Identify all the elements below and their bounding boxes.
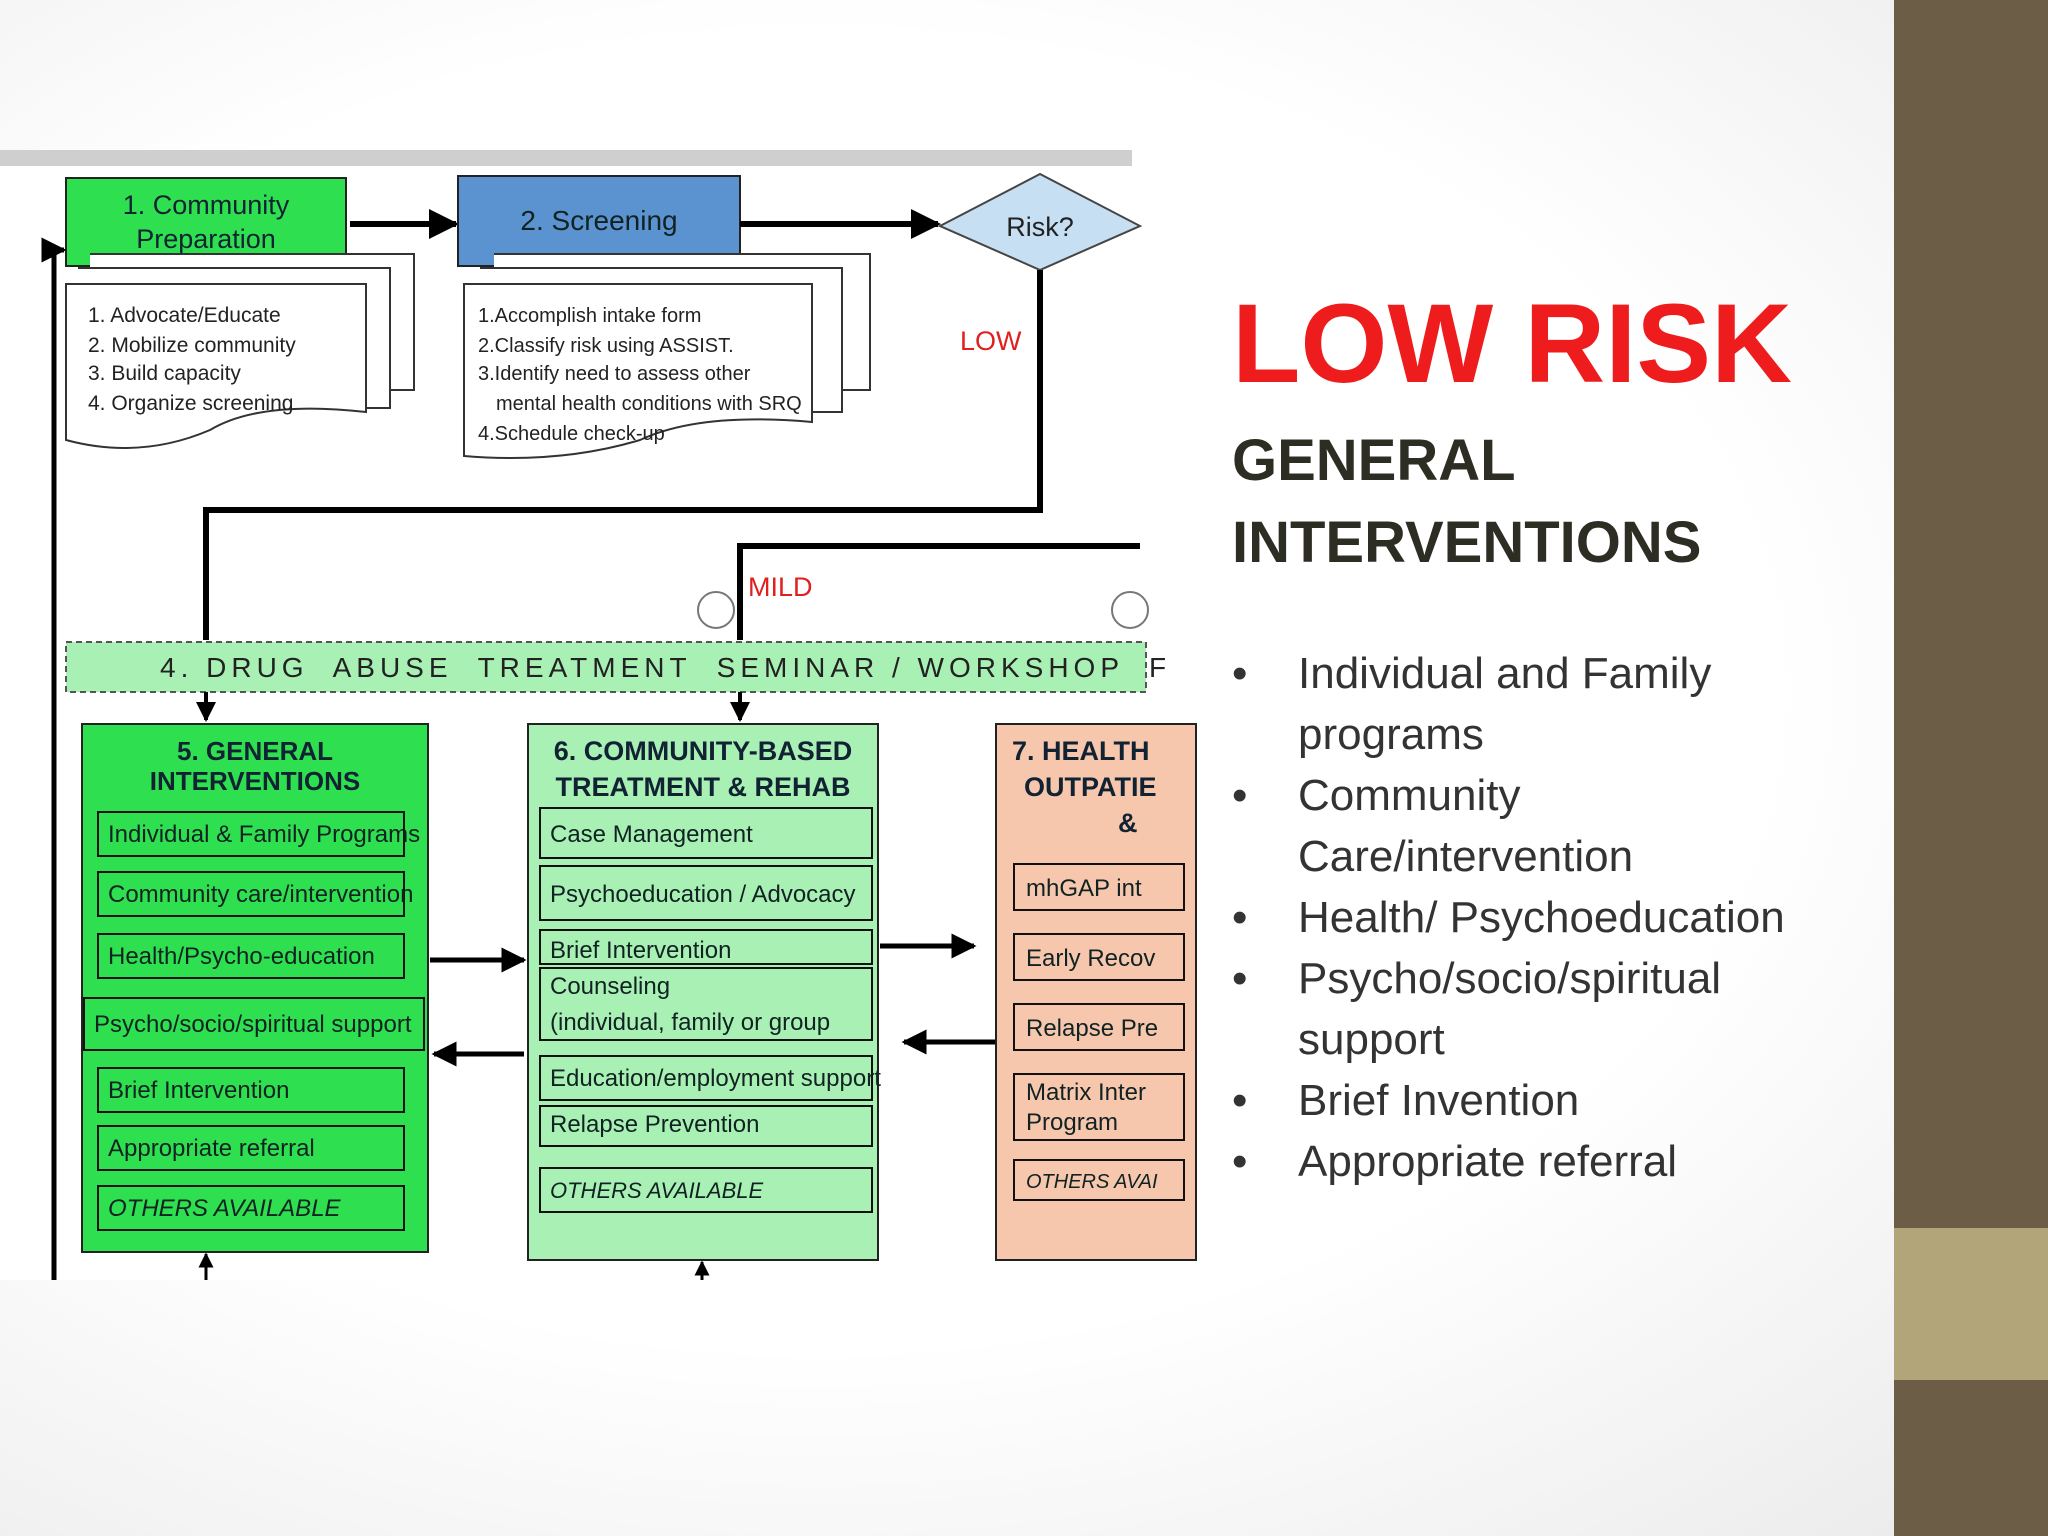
box-5-item-6: Appropriate referral — [108, 1135, 315, 1162]
step-2-document-stack — [464, 254, 870, 458]
step-1-item-3: 3. Build capacity — [88, 362, 241, 385]
bullet-item: • Appropriate referral — [1232, 1131, 1852, 1192]
step-2-item-2: 2.Classify risk using ASSIST. — [478, 335, 734, 357]
step-1-line2: Preparation — [136, 224, 276, 254]
risk-decision-label: Risk? — [1006, 212, 1074, 242]
risk-decision-diamond — [940, 174, 1140, 270]
slide-title: LOW RISK — [1232, 281, 1792, 406]
box-7-item-3: Relapse Pre — [1026, 1015, 1159, 1042]
step-1-item-1: 1. Advocate/Educate — [88, 304, 281, 327]
step-1-document-stack — [66, 254, 414, 448]
step-2-item-5: 4.Schedule check-up — [478, 423, 665, 445]
box-6-item-8: OTHERS AVAILABLE — [550, 1178, 764, 1203]
box-7-item-4: Matrix Inter — [1026, 1079, 1147, 1106]
step-1-item-2: 2. Mobilize community — [88, 334, 296, 357]
box-7-title-line2: OUTPATIE — [1024, 772, 1157, 802]
step-1-line1: 1. Community — [122, 190, 290, 220]
step-2-label: 2. Screening — [520, 205, 678, 236]
sidebar-accent-band — [1894, 1228, 2048, 1380]
mild-face-icon — [698, 592, 734, 628]
box-6-item-3: Brief Intervention — [550, 937, 732, 964]
box-6-item-5: (individual, family or group — [550, 1009, 831, 1036]
bullet-item: • Individual and Family programs — [1232, 643, 1852, 765]
box-6-title-line2: TREATMENT & REHAB — [555, 772, 851, 802]
box-5-item-3: Health/Psycho-education — [108, 943, 375, 970]
box-6-community-based-treatment — [528, 724, 881, 1260]
box-5-general-interventions — [82, 724, 428, 1252]
low-risk-label: LOW — [960, 326, 1022, 356]
bullet-item: • Community Care/intervention — [1232, 765, 1852, 887]
box-5-item-1: Individual & Family Programs — [108, 821, 421, 848]
box-5-item-2: Community care/intervention — [108, 881, 414, 908]
box-6-item-1: Case Management — [550, 821, 753, 848]
box-7-item-2: Early Recov — [1026, 945, 1156, 972]
flowchart-image — [0, 150, 1172, 1280]
mild-risk-label: MILD — [748, 572, 813, 602]
step-2-item-4: mental health conditions with SRQ — [496, 393, 802, 415]
box-5-item-5: Brief Intervention — [108, 1077, 290, 1104]
box-7-item-1: mhGAP int — [1026, 875, 1142, 902]
box-5-title-line1: 5. GENERAL — [176, 736, 334, 766]
box-7-item-5: Program — [1026, 1109, 1119, 1136]
step-2-screening — [458, 176, 740, 266]
box-6-item-7: Relapse Prevention — [550, 1111, 760, 1138]
box-5-title-line2: INTERVENTIONS — [149, 766, 361, 796]
bullet-item: • Health/ Psychoeducation — [1232, 887, 1852, 948]
step-2-item-3: 3.Identify need to assess other — [478, 363, 751, 385]
image-top-edge — [0, 150, 1132, 166]
step-1-item-4: 4. Organize screening — [88, 392, 294, 415]
moderate-face-icon — [1112, 592, 1148, 628]
box-6-item-6: Education/employment support — [550, 1065, 881, 1092]
seminar-workshop-bar — [66, 642, 1171, 692]
step-2-item-1: 1.Accomplish intake form — [478, 305, 702, 327]
box-5-item-7: OTHERS AVAILABLE — [108, 1195, 341, 1222]
box-7-title-line1: 7. HEALTH — [1012, 736, 1150, 766]
box-6-title-line1: 6. COMMUNITY-BASED — [553, 736, 853, 766]
bullet-item: • Brief Invention — [1232, 1070, 1852, 1131]
box-7-health-outpatient — [996, 724, 1196, 1260]
box-7-title-line3: & — [1118, 808, 1138, 838]
box-7-item-6: OTHERS AVAI — [1026, 1171, 1158, 1193]
seminar-workshop-label: 4. DRUG ABUSE TREATMENT SEMINAR / WORKSHOP F — [160, 652, 1172, 683]
feedback-line — [54, 250, 64, 1280]
slide-subtitle: GENERAL INTERVENTIONS — [1232, 428, 1702, 575]
bullet-item: • Psycho/socio/spiritual support — [1232, 948, 1852, 1070]
box-5-item-4: Psycho/socio/spiritual support — [94, 1011, 412, 1038]
box-6-item-4: Counseling — [550, 973, 671, 1000]
step-1-community-preparation — [66, 178, 346, 266]
bullet-list — [1232, 643, 1852, 1192]
box-6-item-2: Psychoeducation / Advocacy — [550, 881, 856, 908]
